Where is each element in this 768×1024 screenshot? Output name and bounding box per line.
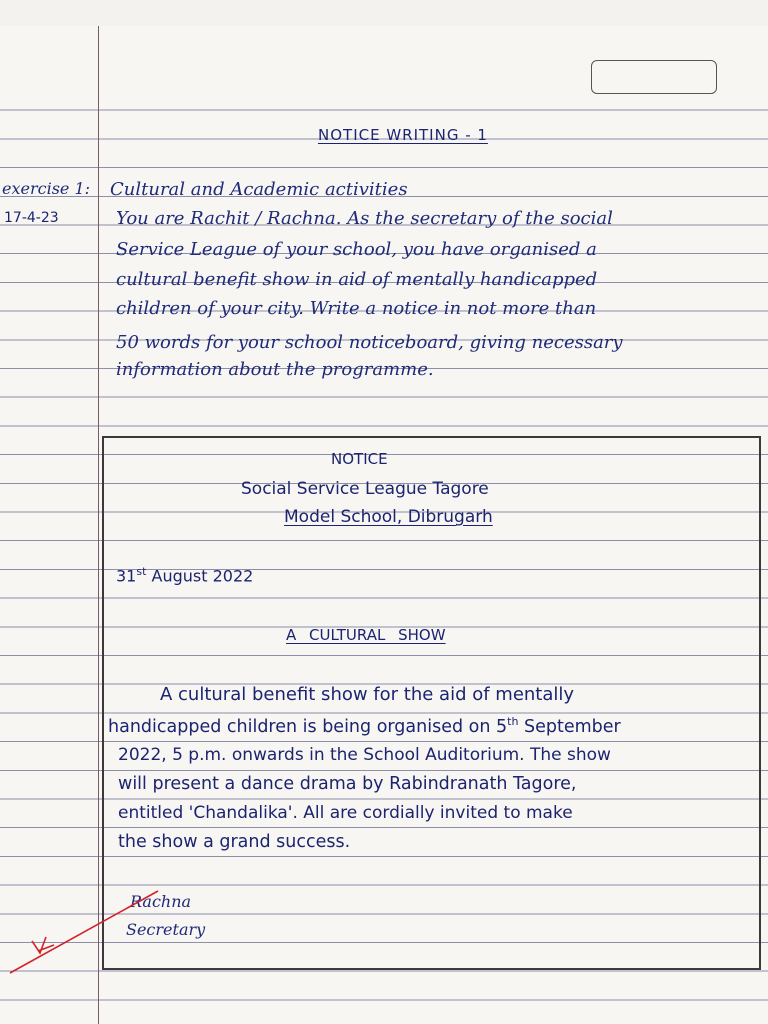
body-line: entitled 'Chandalika'. All are cordially invited to make [118, 803, 573, 823]
question-line: You are Rachit / Rachna. As the secretary of the social [116, 208, 613, 229]
notice-subject: A CULTURAL SHOW [286, 626, 446, 644]
exercise-topic: Cultural and Academic activities [110, 179, 408, 200]
page-title: NOTICE WRITING - 1 [318, 126, 488, 144]
exercise-date: 17-4-23 [4, 210, 59, 226]
exercise-label: exercise 1: [2, 179, 91, 198]
question-line: cultural benefit show in aid of mentally handicapped [116, 269, 598, 290]
margin-line [98, 26, 99, 1024]
question-line: Service League of your school, you have organised a [116, 239, 597, 260]
body-line: A cultural benefit show for the aid of mentally [160, 684, 575, 705]
notice-org-line2: Model School, Dibrugarh [284, 507, 493, 527]
body-line: will present a dance drama by Rabindranath Tagore, [118, 774, 577, 794]
signature-name: Rachna [130, 892, 192, 911]
question-line: 50 words for your school noticeboard, giving necessary [116, 332, 623, 353]
body-line: the show a grand success. [118, 832, 351, 852]
notice-heading: NOTICE [331, 450, 388, 468]
notice-org-line1: Social Service League Tagore [241, 479, 489, 499]
date-rest: August 2022 [151, 566, 254, 586]
body-line2-pre: handicapped children is being organised on 5 [108, 716, 508, 737]
date-suffix: st [136, 565, 147, 578]
date-day: 31 [116, 566, 137, 586]
body-line [108, 716, 621, 736]
body-line2-post: September [524, 716, 621, 737]
notice-date [116, 566, 253, 584]
body-line2-sup: th [507, 715, 519, 728]
page-number-box [591, 60, 717, 94]
question-line: children of your city. Write a notice in not more than [116, 298, 597, 319]
body-line: 2022, 5 p.m. onwards in the School Auditorium. The show [118, 745, 611, 765]
question-line: information about the programme. [116, 359, 434, 380]
signature-title: Secretary [126, 920, 206, 939]
red-tick-mark-icon [8, 885, 168, 975]
